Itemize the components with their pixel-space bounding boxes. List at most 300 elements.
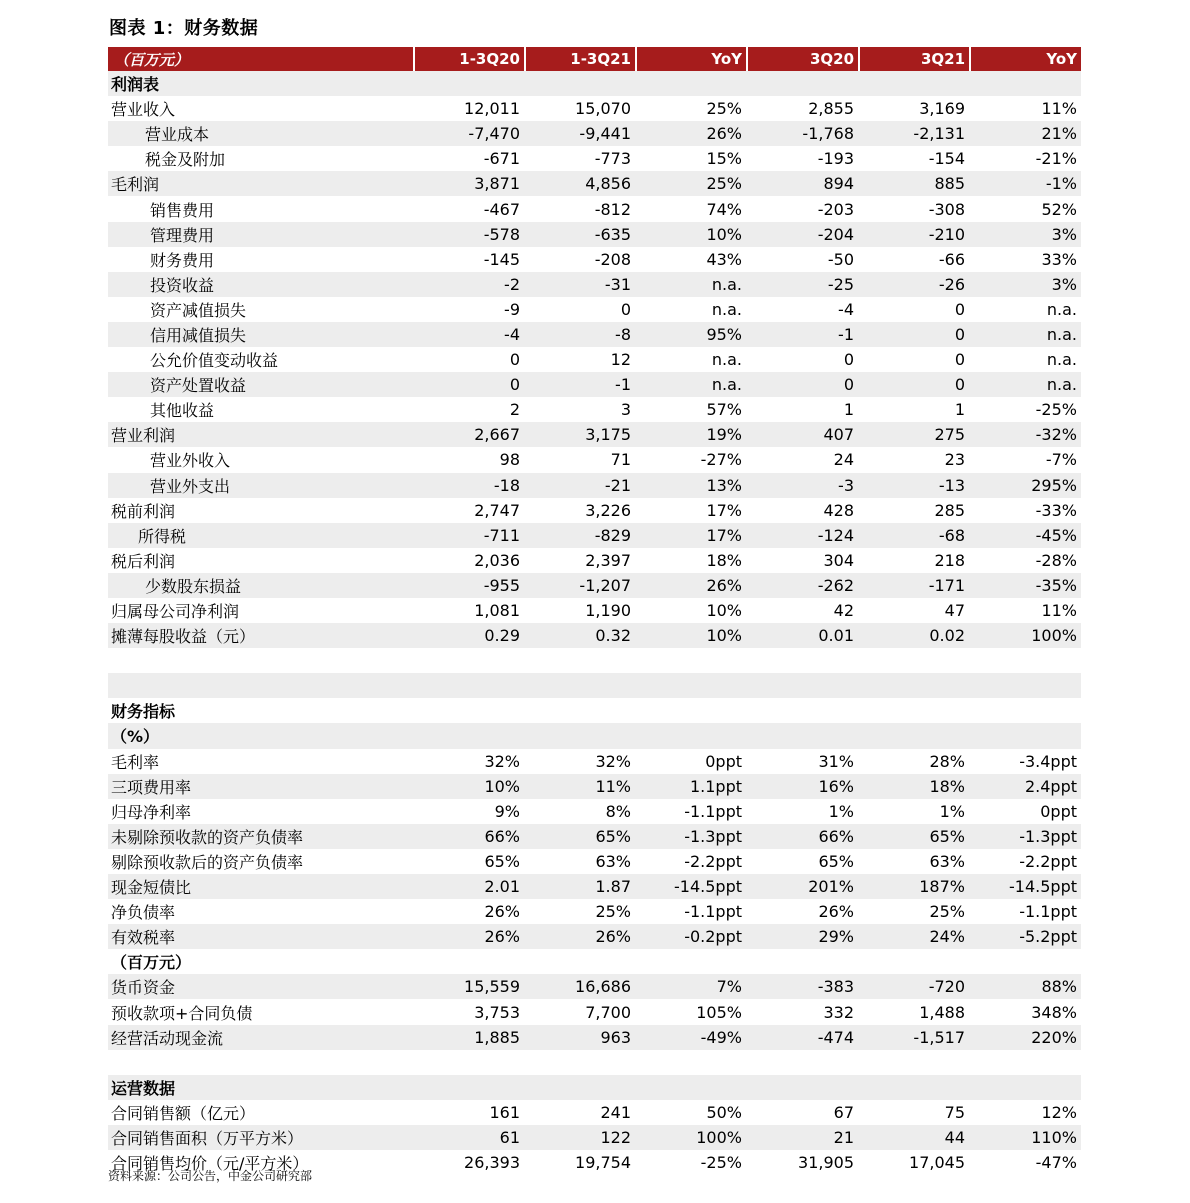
row-value: -124: [817, 525, 854, 545]
row-value: 9%: [494, 801, 520, 821]
row-value: 11%: [1041, 601, 1077, 621]
table-row: [108, 1100, 1081, 1125]
row-label: 资产处置收益: [150, 376, 247, 396]
row-value: 0: [843, 350, 854, 370]
row-value: 17%: [706, 500, 742, 520]
row-value: 110%: [1031, 1127, 1077, 1147]
row-value: 21%: [1041, 124, 1077, 144]
row-label: 投资收益: [150, 275, 215, 295]
row-label: 少数股东损益: [145, 576, 242, 596]
row-value: 25%: [929, 902, 965, 922]
row-value: -171: [928, 575, 965, 595]
table-row: [108, 322, 1081, 347]
row-value: 16%: [818, 776, 854, 796]
row-label: 摊薄每股收益（元）: [111, 627, 256, 647]
row-value: -204: [817, 224, 854, 244]
table-row: [108, 673, 1081, 698]
row-label: 管理费用: [150, 225, 215, 245]
row-value: -193: [817, 149, 854, 169]
row-label: 税金及附加: [145, 150, 226, 170]
row-value: 13%: [706, 475, 742, 495]
row-value: n.a.: [711, 274, 742, 294]
row-label: 所得税: [138, 526, 187, 546]
row-label: 毛利率: [111, 752, 160, 772]
row-value: 428: [823, 500, 854, 520]
row-value: 28%: [929, 751, 965, 771]
row-value: 241: [600, 1102, 631, 1122]
row-value: 187%: [919, 877, 965, 897]
row-value: n.a.: [1046, 375, 1077, 395]
header-col: 3Q20: [746, 47, 858, 71]
row-value: -21: [604, 475, 631, 495]
row-value: 2: [509, 400, 520, 420]
financial-table: [108, 47, 1081, 1175]
table-row: [108, 473, 1081, 498]
row-value: 18%: [929, 776, 965, 796]
row-value: 32%: [484, 751, 520, 771]
row-value: -812: [594, 199, 631, 219]
row-value: 2,667: [474, 425, 520, 445]
row-value: 304: [823, 550, 854, 570]
row-value: 88%: [1041, 977, 1077, 997]
row-value: -26: [938, 274, 965, 294]
row-value: 25%: [706, 174, 742, 194]
row-label: 营业收入: [111, 100, 176, 120]
row-value: 100%: [696, 1127, 742, 1147]
header-col: YoY: [635, 47, 746, 71]
row-value: 8%: [605, 801, 631, 821]
section-row: [108, 723, 1081, 748]
row-label: 预收款项+合同负债: [111, 1003, 253, 1023]
row-value: 10%: [484, 776, 520, 796]
row-value: 3,753: [474, 1002, 520, 1022]
row-value: 0: [954, 299, 965, 319]
row-value: 42: [833, 601, 854, 621]
row-value: 2,036: [474, 550, 520, 570]
row-value: 0: [620, 299, 631, 319]
table-row: [108, 121, 1081, 146]
table-row: [108, 96, 1081, 121]
row-label: 营业外收入: [150, 451, 231, 471]
row-value: 12%: [1041, 1102, 1077, 1122]
row-label: 货币资金: [111, 978, 176, 998]
row-value: 16,686: [575, 977, 631, 997]
row-value: 1.87: [595, 877, 631, 897]
row-value: 0ppt: [705, 751, 742, 771]
row-label: 归属母公司净利润: [111, 602, 240, 622]
row-value: 66%: [484, 826, 520, 846]
section-row: [108, 1075, 1081, 1100]
row-value: 26%: [706, 124, 742, 144]
row-value: -35%: [1035, 575, 1077, 595]
table-header: [108, 47, 1081, 71]
table-row: [108, 272, 1081, 297]
row-label: 剔除预收款后的资产负债率: [111, 852, 304, 872]
row-value: 201%: [808, 877, 854, 897]
row-value: -1.1ppt: [1019, 902, 1077, 922]
row-value: 12,011: [464, 99, 520, 119]
row-value: -7%: [1045, 450, 1077, 470]
row-value: -1,207: [579, 575, 631, 595]
row-value: 26%: [595, 927, 631, 947]
table-row: [108, 749, 1081, 774]
table-row: [108, 347, 1081, 372]
row-value: 15,070: [575, 99, 631, 119]
table-row: [108, 899, 1081, 924]
row-value: -7,470: [468, 124, 520, 144]
table-row: [108, 548, 1081, 573]
table-row: [108, 297, 1081, 322]
row-value: 0ppt: [1040, 801, 1077, 821]
row-value: 98: [499, 450, 520, 470]
row-value: 161: [489, 1102, 520, 1122]
header-col: 3Q21: [858, 47, 969, 71]
row-value: 2,855: [808, 99, 854, 119]
row-value: -14.5ppt: [1009, 877, 1077, 897]
row-value: -635: [594, 224, 631, 244]
row-value: -1,517: [913, 1027, 965, 1047]
row-value: 0: [954, 375, 965, 395]
row-value: 32%: [595, 751, 631, 771]
row-value: -0.2ppt: [684, 927, 742, 947]
section-row: [108, 71, 1081, 96]
row-value: 885: [934, 174, 965, 194]
row-value: 63%: [595, 851, 631, 871]
row-value: 33%: [1041, 249, 1077, 269]
row-label: 经营活动现金流: [111, 1028, 224, 1048]
row-label: 营业利润: [111, 426, 176, 446]
row-value: -467: [483, 199, 520, 219]
row-value: -31: [604, 274, 631, 294]
row-value: 4,856: [585, 174, 631, 194]
row-value: 1,081: [474, 601, 520, 621]
row-value: -720: [928, 977, 965, 997]
table-row: [108, 849, 1081, 874]
row-value: 50%: [706, 1102, 742, 1122]
table-row: [108, 523, 1081, 548]
source-note: 资料来源：公司公告，中金公司研究部: [108, 1169, 313, 1183]
row-value: -154: [928, 149, 965, 169]
row-value: 348%: [1031, 1002, 1077, 1022]
row-value: 1,885: [474, 1027, 520, 1047]
row-value: 2.4ppt: [1024, 776, 1077, 796]
table-row: [108, 598, 1081, 623]
row-value: 3,226: [585, 500, 631, 520]
row-value: 15%: [706, 149, 742, 169]
row-value: 3,175: [585, 425, 631, 445]
row-value: 295%: [1031, 475, 1077, 495]
row-value: 3%: [1051, 274, 1077, 294]
row-label: 净负债率: [111, 903, 176, 923]
row-value: n.a.: [1046, 324, 1077, 344]
row-value: -3: [838, 475, 854, 495]
row-value: -5.2ppt: [1019, 927, 1077, 947]
row-label: 信用减值损失: [150, 325, 247, 345]
row-label: 财务费用: [150, 250, 215, 270]
row-value: 61: [499, 1127, 520, 1147]
row-label: 运营数据: [111, 1078, 176, 1098]
row-value: -2: [504, 274, 520, 294]
row-value: -25%: [1035, 400, 1077, 420]
row-value: -1.3ppt: [684, 826, 742, 846]
table-row: [108, 447, 1081, 472]
row-value: 963: [600, 1027, 631, 1047]
row-value: -9: [504, 299, 520, 319]
row-value: -68: [938, 525, 965, 545]
row-label: 公允价值变动收益: [150, 351, 279, 371]
row-value: 26%: [484, 902, 520, 922]
row-value: 23: [944, 450, 965, 470]
row-value: -1: [615, 375, 631, 395]
table-row: [108, 648, 1081, 673]
row-value: -3.4ppt: [1019, 751, 1077, 771]
header-unit: （百万元）: [114, 50, 190, 69]
table-row: [108, 874, 1081, 899]
row-value: 0: [954, 350, 965, 370]
row-value: -829: [594, 525, 631, 545]
row-value: -262: [817, 575, 854, 595]
row-value: -203: [817, 199, 854, 219]
row-value: 7%: [716, 977, 742, 997]
row-value: n.a.: [1046, 299, 1077, 319]
row-label: 毛利润: [111, 175, 160, 195]
row-value: 1,488: [919, 1002, 965, 1022]
row-value: 26%: [818, 902, 854, 922]
table-row: [108, 974, 1081, 999]
table-row: [108, 623, 1081, 648]
row-value: 894: [823, 174, 854, 194]
row-value: -474: [817, 1027, 854, 1047]
table-row: [108, 146, 1081, 171]
row-value: n.a.: [711, 299, 742, 319]
row-label: （百万元）: [111, 953, 192, 973]
row-value: -4: [504, 324, 520, 344]
row-value: 218: [934, 550, 965, 570]
row-value: -8: [615, 324, 631, 344]
row-value: 2,397: [585, 550, 631, 570]
table-row: [108, 247, 1081, 272]
row-value: -1: [838, 324, 854, 344]
section-row: [108, 949, 1081, 974]
row-value: 65%: [818, 851, 854, 871]
row-label: 税后利润: [111, 551, 176, 571]
row-value: 2,747: [474, 500, 520, 520]
row-value: 95%: [706, 324, 742, 344]
row-value: -671: [483, 149, 520, 169]
row-value: -14.5ppt: [674, 877, 742, 897]
table-row: [108, 397, 1081, 422]
table-row: [108, 774, 1081, 799]
row-value: -145: [483, 249, 520, 269]
table-row: [108, 422, 1081, 447]
row-value: 3,169: [919, 99, 965, 119]
row-value: -2.2ppt: [684, 851, 742, 871]
row-value: -18: [493, 475, 520, 495]
row-value: 3%: [1051, 224, 1077, 244]
row-label: 营业外支出: [150, 476, 231, 496]
table-row: [108, 573, 1081, 598]
header-col: YoY: [969, 47, 1081, 71]
row-value: -9,441: [579, 124, 631, 144]
row-label: 利润表: [111, 75, 160, 95]
row-value: 67: [833, 1102, 854, 1122]
row-value: 332: [823, 1002, 854, 1022]
row-value: 17%: [706, 525, 742, 545]
row-value: 0.29: [484, 626, 520, 646]
row-value: 43%: [706, 249, 742, 269]
row-value: -2.2ppt: [1019, 851, 1077, 871]
row-value: 0.32: [595, 626, 631, 646]
row-label: 归母净利率: [111, 802, 192, 822]
row-value: 66%: [818, 826, 854, 846]
row-value: 122: [600, 1127, 631, 1147]
row-value: -13: [938, 475, 965, 495]
row-value: -1.3ppt: [1019, 826, 1077, 846]
row-value: -4: [838, 299, 854, 319]
row-value: n.a.: [711, 350, 742, 370]
table-row: [108, 999, 1081, 1024]
row-value: -21%: [1035, 149, 1077, 169]
row-label: 财务指标: [111, 702, 176, 722]
row-value: 25%: [706, 99, 742, 119]
row-value: 1,190: [585, 601, 631, 621]
row-value: 47: [944, 601, 965, 621]
row-value: 65%: [929, 826, 965, 846]
table-row: [108, 196, 1081, 221]
row-value: 10%: [706, 601, 742, 621]
row-value: 57%: [706, 400, 742, 420]
row-value: 2.01: [484, 877, 520, 897]
row-value: 1%: [939, 801, 965, 821]
table-row: [108, 799, 1081, 824]
row-value: -28%: [1035, 550, 1077, 570]
row-label: 合同销售额（亿元）: [111, 1103, 256, 1123]
row-value: 75: [944, 1102, 965, 1122]
row-value: 105%: [696, 1002, 742, 1022]
row-label: 合同销售面积（万平方米）: [111, 1128, 304, 1148]
row-value: -66: [938, 249, 965, 269]
row-value: 52%: [1041, 199, 1077, 219]
table-row: [108, 372, 1081, 397]
row-value: -47%: [1035, 1153, 1077, 1173]
row-value: -33%: [1035, 500, 1077, 520]
row-label: 营业成本: [145, 125, 210, 145]
row-value: -49%: [700, 1027, 742, 1047]
row-value: 12: [610, 350, 631, 370]
row-value: -711: [483, 525, 520, 545]
row-value: 100%: [1031, 626, 1077, 646]
row-value: 1: [843, 400, 854, 420]
row-value: 31,905: [798, 1153, 854, 1173]
row-value: 24: [833, 450, 854, 470]
row-value: -1,768: [802, 124, 854, 144]
section-row: [108, 698, 1081, 723]
row-value: -208: [594, 249, 631, 269]
row-value: 21: [833, 1127, 854, 1147]
row-value: 7,700: [585, 1002, 631, 1022]
row-value: 275: [934, 425, 965, 445]
row-label: 未剔除预收款的资产负债率: [111, 827, 304, 847]
row-label: 其他收益: [150, 401, 215, 421]
row-value: 1: [954, 400, 965, 420]
row-value: -45%: [1035, 525, 1077, 545]
table-row: [108, 1125, 1081, 1150]
row-value: 74%: [706, 199, 742, 219]
table-row: [108, 924, 1081, 949]
row-value: 17,045: [909, 1153, 965, 1173]
row-value: 0: [509, 350, 520, 370]
row-value: n.a.: [711, 375, 742, 395]
row-value: n.a.: [1046, 350, 1077, 370]
table-row: [108, 824, 1081, 849]
row-value: -383: [817, 977, 854, 997]
row-value: 15,559: [464, 977, 520, 997]
row-value: 285: [934, 500, 965, 520]
row-label: 销售费用: [150, 200, 215, 220]
row-value: 65%: [484, 851, 520, 871]
row-value: 0.02: [929, 626, 965, 646]
row-value: 10%: [706, 224, 742, 244]
row-label: 合同销售均价（元/平方米）: [111, 1154, 309, 1174]
table-row: [108, 1025, 1081, 1050]
table-row: [108, 1050, 1081, 1075]
header-col: 1-3Q20: [413, 47, 524, 71]
row-value: -1%: [1045, 174, 1077, 194]
table-body: [108, 71, 1081, 1175]
row-value: 24%: [929, 927, 965, 947]
row-value: 71: [610, 450, 631, 470]
row-value: 220%: [1031, 1027, 1077, 1047]
row-value: -210: [928, 224, 965, 244]
row-value: 29%: [818, 927, 854, 947]
row-value: -308: [928, 199, 965, 219]
row-value: -578: [483, 224, 520, 244]
row-value: 63%: [929, 851, 965, 871]
table-row: [108, 222, 1081, 247]
row-value: 3,871: [474, 174, 520, 194]
row-value: 26,393: [464, 1153, 520, 1173]
row-value: 44: [944, 1127, 965, 1147]
row-label: 有效税率: [111, 928, 176, 948]
row-value: 10%: [706, 626, 742, 646]
row-value: -50: [827, 249, 854, 269]
table-row: [108, 171, 1081, 196]
row-label: 资产减值损失: [150, 300, 247, 320]
row-label: 现金短债比: [111, 878, 192, 898]
row-value: 0: [843, 375, 854, 395]
row-value: 26%: [484, 927, 520, 947]
row-label: （%）: [111, 727, 160, 747]
row-value: 26%: [706, 575, 742, 595]
row-value: 1%: [828, 801, 854, 821]
row-value: -773: [594, 149, 631, 169]
row-value: -25: [827, 274, 854, 294]
row-value: -27%: [700, 450, 742, 470]
row-value: 1.1ppt: [689, 776, 742, 796]
row-value: 31%: [818, 751, 854, 771]
header-col: 1-3Q21: [524, 47, 635, 71]
row-value: 407: [823, 425, 854, 445]
row-value: -25%: [700, 1153, 742, 1173]
row-value: -955: [483, 575, 520, 595]
row-value: 11%: [1041, 99, 1077, 119]
row-value: -1.1ppt: [684, 801, 742, 821]
table-row: [108, 498, 1081, 523]
row-value: 0.01: [818, 626, 854, 646]
row-value: 19,754: [575, 1153, 631, 1173]
row-value: 11%: [595, 776, 631, 796]
row-value: 18%: [706, 550, 742, 570]
